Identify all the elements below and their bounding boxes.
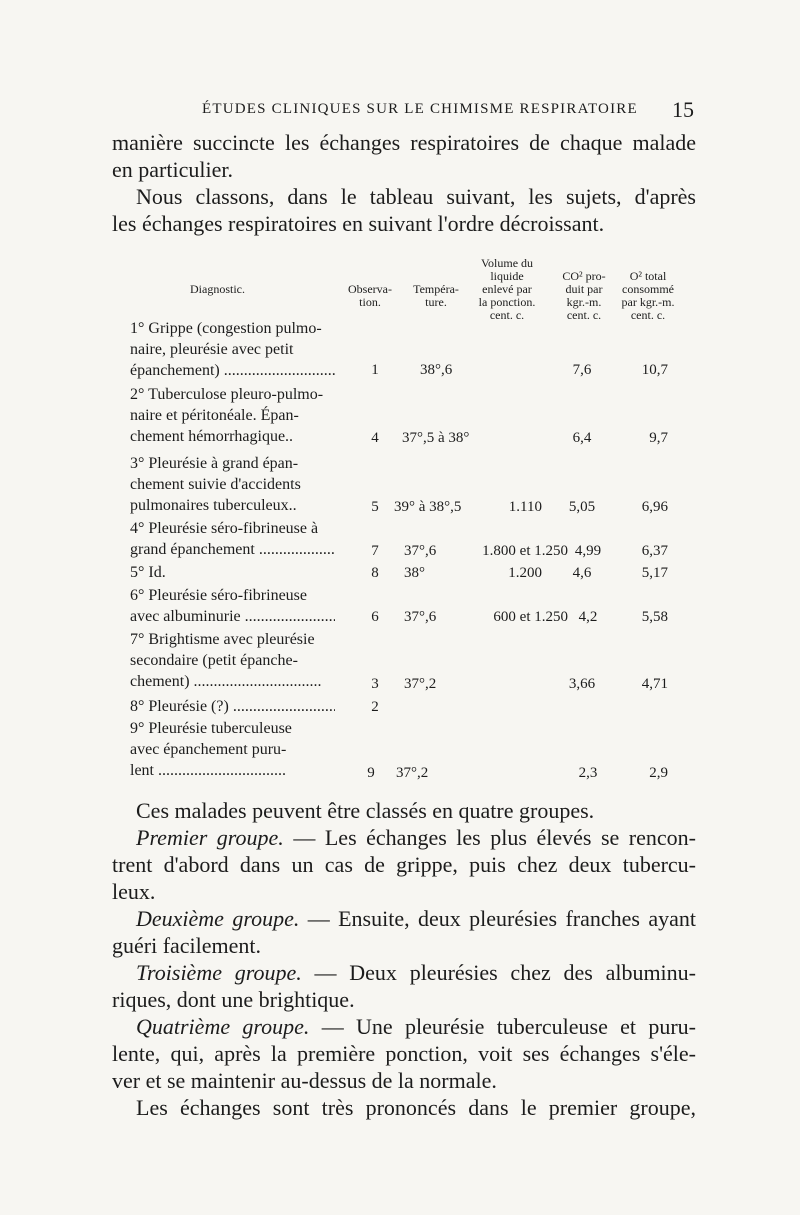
group-text: — Une pleurésie tuberculeuse et puru-: [321, 1014, 696, 1039]
o2-cell: 9,7: [649, 430, 668, 446]
diagnosis-cell: [130, 719, 335, 781]
diagnosis-line: 2° Tuberculose pleuro-pulmo-: [130, 386, 324, 403]
diagnosis-cell: [130, 630, 335, 692]
groups-section: [112, 797, 696, 1121]
volume-cell: 600 et 1.250: [493, 609, 568, 625]
diagnosis-cell: [130, 319, 335, 381]
obs-cell: 4: [371, 430, 379, 446]
temp-cell: 37°,5 à 38°: [402, 430, 470, 446]
header-line: par kgr.-m.: [621, 295, 675, 309]
diagnosis-line: 4° Pleurésie séro-fibrineuse à: [130, 520, 319, 537]
text-line: trent d'abord dans un cas de grippe, puis chez deux tubercu-: [112, 852, 696, 877]
volume-cell: 1.110: [508, 499, 542, 515]
header-co2: [552, 270, 616, 322]
obs-cell: 8: [371, 565, 379, 581]
diagnosis-line: grand épanchement .....: [130, 540, 335, 561]
o2-cell: 2,9: [649, 765, 668, 781]
header-observation: [340, 283, 400, 309]
diagnosis-line: naire, pleurésie avec petit: [130, 340, 294, 358]
group-text: — Deux pleurésies chez des albuminu-: [314, 960, 697, 985]
co2-cell: 3,66: [568, 676, 596, 692]
co2-cell: 4,99: [574, 543, 602, 559]
text-line: [112, 959, 696, 986]
header-line: Observa-: [348, 282, 392, 296]
co2-cell: 4,2: [578, 609, 598, 625]
text-line: ver et se maintenir au-dessus de la normale.: [112, 1068, 497, 1093]
diagnosis-cell: [130, 697, 335, 718]
volume-cell: 1.200: [508, 565, 542, 581]
temp-cell: 37°,6: [404, 543, 437, 559]
header-volume: [466, 257, 548, 322]
co2-cell: 4,6: [572, 565, 592, 581]
obs-cell: 5: [371, 499, 379, 515]
co2-cell: 6,4: [572, 430, 592, 446]
temp-cell: 39° à 38°,5: [394, 499, 462, 515]
diagnosis-cell: [130, 586, 335, 628]
co2-cell: 7,6: [572, 362, 592, 378]
co2-cell: 5,05: [568, 499, 596, 515]
group-text: — Ensuite, deux pleurésies franches ayant: [307, 906, 697, 931]
text-line: Ces malades peuvent être classés en quatre groupes.: [136, 798, 595, 823]
group-label: Troisième groupe.: [136, 960, 302, 985]
text-line: Les échanges sont très prononcés dans le premier groupe,: [136, 1095, 696, 1120]
obs-cell: 3: [371, 676, 379, 692]
text-line: lente, qui, après la première ponction, voit ses échanges s'éle-: [112, 1041, 696, 1066]
diagnosis-line: 9° Pleurésie tuberculeuse: [130, 720, 292, 737]
text-line: Nous classons, dans le tableau suivant, les sujets, d'après: [136, 184, 696, 209]
header-o2: [606, 270, 690, 322]
o2-cell: 10,7: [641, 362, 668, 378]
obs-cell: 9: [367, 765, 375, 781]
o2-cell: 4,71: [641, 676, 668, 692]
text-line: guéri facilement.: [112, 933, 262, 958]
diagnosis-line: 6° Pleurésie séro-fibrineuse: [130, 587, 308, 604]
diagnosis-line: chement) .....: [130, 672, 335, 693]
diagnosis-line: chement hémorrhagique..: [130, 427, 294, 445]
diagnosis-cell: [130, 519, 335, 561]
temp-cell: 37°,2: [404, 676, 437, 692]
text-line: les échanges respiratoires en suivant l'ordre décroissant.: [112, 211, 605, 236]
group-text: — Les échanges les plus élevés se rencon-: [293, 825, 696, 850]
diagnosis-cell: [130, 563, 335, 584]
o2-cell: 5,17: [641, 565, 668, 581]
diagnosis-line: avec épanchement puru-: [130, 740, 287, 758]
text-line: [112, 905, 696, 932]
volume-cell: 1.800 et 1.250: [482, 543, 568, 559]
header-line: Volume du: [480, 256, 534, 270]
obs-cell: 2: [371, 699, 379, 715]
o2-cell: 5,58: [641, 609, 668, 625]
diagnosis-line: 7° Brightisme avec pleurésie: [130, 631, 315, 648]
intro-paragraph: [112, 129, 696, 237]
text-line: en particulier.: [112, 157, 233, 182]
text-line: riques, dont une brightique.: [112, 987, 355, 1012]
running-title: ÉTUDES CLINIQUES SUR LE CHIMISME RESPIRATOIRE: [202, 101, 638, 117]
diagnosis-line: 5° Id.: [130, 564, 166, 581]
header-line: consommé: [622, 282, 674, 296]
diagnosis-line: naire et péritonéale. Épan-: [130, 406, 299, 424]
header-line: enlevé par: [482, 282, 532, 296]
header-line: cent. c.: [566, 308, 602, 322]
header-line: ture.: [425, 295, 447, 309]
diagnosis-line: pulmonaires tuberculeux..: [130, 496, 297, 514]
diagnosis-line: secondaire (petit épanche-: [130, 651, 298, 669]
obs-cell: 6: [371, 609, 379, 625]
obs-cell: 1: [371, 362, 379, 378]
header-line: cent. c.: [630, 308, 666, 322]
diagnosis-cell: [130, 385, 335, 447]
header-temperature: [404, 283, 468, 309]
header-line: duit par: [565, 282, 603, 296]
group-label: Premier groupe.: [136, 825, 284, 850]
co2-cell: 2,3: [578, 765, 598, 781]
o2-cell: 6,37: [641, 543, 668, 559]
diagnosis-line: épanchement) .....: [130, 361, 335, 382]
running-head: [112, 97, 700, 123]
temp-cell: 38°,6: [420, 362, 453, 378]
diagnosis-line: 3° Pleurésie à grand épan-: [130, 455, 299, 472]
header-line: O² total: [629, 269, 667, 283]
temp-cell: 37°,6: [404, 609, 437, 625]
o2-cell: 6,96: [641, 499, 668, 515]
header-line: tion.: [359, 295, 381, 309]
header-line: CO² pro-: [562, 269, 606, 283]
header-line: Tempéra-: [413, 282, 459, 296]
header-line: la ponction.: [478, 295, 536, 309]
diagnosis-line: 8° Pleurésie (?) .....: [130, 697, 335, 718]
diagnosis-line: 1° Grippe (congestion pulmo-: [130, 320, 322, 337]
header-line: cent. c.: [489, 308, 525, 322]
header-diagnostic: Diagnostic.: [190, 282, 245, 296]
group-label: Deuxième groupe.: [136, 906, 300, 931]
text-line: [112, 824, 696, 851]
header-line: liquide: [490, 269, 524, 283]
obs-cell: 7: [371, 543, 379, 559]
diagnosis-line: chement suivie d'accidents: [130, 475, 301, 493]
temp-cell: 37°,2: [396, 765, 429, 781]
diagnosis-line: lent .....: [130, 761, 335, 782]
text-line: manière succincte les échanges respiratoires de chaque malade: [112, 130, 696, 155]
diagnosis-line: avec albuminurie .....: [130, 607, 335, 628]
header-line: kgr.-m.: [566, 295, 602, 309]
text-line: [112, 1013, 696, 1040]
page-number: 15: [672, 97, 694, 122]
temp-cell: 38°: [404, 565, 425, 581]
text-line: leux.: [112, 879, 156, 904]
group-label: Quatrième groupe.: [136, 1014, 310, 1039]
diagnosis-cell: [130, 454, 335, 516]
